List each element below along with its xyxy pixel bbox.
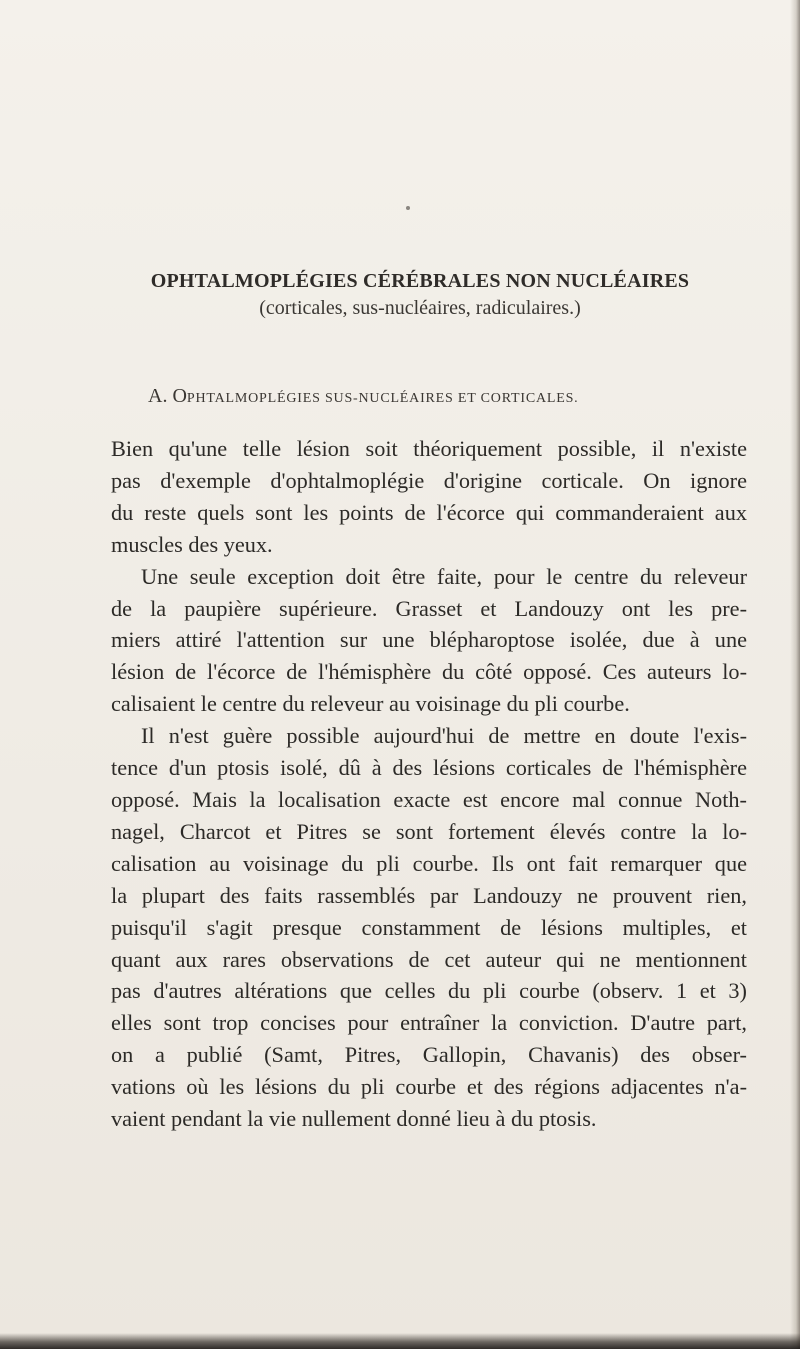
text-line: du reste quels sont les points de l'écorce qui commanderaient aux [111,499,747,525]
text-line: pas d'exemple d'ophtalmoplégie d'origine corticale. On ignore [111,467,747,493]
body-text [111,433,747,1135]
page-edge-shadow [790,0,800,1349]
section-letter: A. [148,385,168,407]
text-line: miers attiré l'attention sur une blépharoptose isolée, due à une [111,627,747,653]
text-line: vaient pendant la vie nullement donné lieu à du ptosis. [111,1106,597,1132]
text-line: pas d'autres altérations que celles du pli courbe (observ. 1 et 3) [111,978,747,1004]
text-line: Il n'est guère possible aujourd'hui de mettre en doute l'exis- [141,723,747,749]
text-line: puisqu'il s'agit presque constamment de lésions multiples, et [111,914,747,940]
section-heading [148,385,578,408]
text-line: elles sont trop concises pour entraîner la conviction. D'autre part, [111,1010,747,1036]
text-line: opposé. Mais la localisation exacte est encore mal connue Noth- [111,786,747,812]
chapter-subtitle: (corticales, sus-nucléaires, radiculaires.) [259,297,581,319]
text-line: de la paupière supérieure. Grasset et Landouzy ont les pre- [111,595,747,621]
section-title-rest: PHTALMOPLÉGIES SUS-NUCLÉAIRES ET CORTICALES. [186,391,579,406]
text-line: calisaient le centre du releveur au voisinage du pli courbe. [111,691,630,717]
text-line: vations où les lésions du pli courbe et des régions adjacentes n'a- [111,1074,747,1100]
text-line: quant aux rares observations de cet auteur qui ne mentionnent [111,946,747,972]
text-line: on a publié (Samt, Pitres, Gallopin, Chavanis) des obser- [111,1042,747,1068]
page-bottom-shadow [0,1333,800,1349]
text-line: la plupart des faits rassemblés par Landouzy ne prouvent rien, [111,882,747,908]
text-line: calisation au voisinage du pli courbe. Ils ont fait remarquer que [111,850,747,876]
text-line: Bien qu'une telle lésion soit théoriquement possible, il n'existe [111,436,747,461]
text-line: lésion de l'écorce de l'hémisphère du côté opposé. Ces auteurs lo- [111,659,747,685]
chapter-header [100,270,740,320]
text-line: muscles des yeux. [111,531,273,557]
text-line: Une seule exception doit être faite, pour le centre du releveur [141,563,747,589]
text-line: tence d'un ptosis isolé, dû à des lésions corticales de l'hémisphère [111,755,747,781]
text-line: nagel, Charcot et Pitres se sont fortement élevés contre la lo- [111,818,747,844]
section-title-initial: O [172,385,187,407]
chapter-title: OPHTALMOPLÉGIES CÉRÉBRALES NON NUCLÉAIRES [150,270,690,292]
printer-mark [406,206,410,210]
